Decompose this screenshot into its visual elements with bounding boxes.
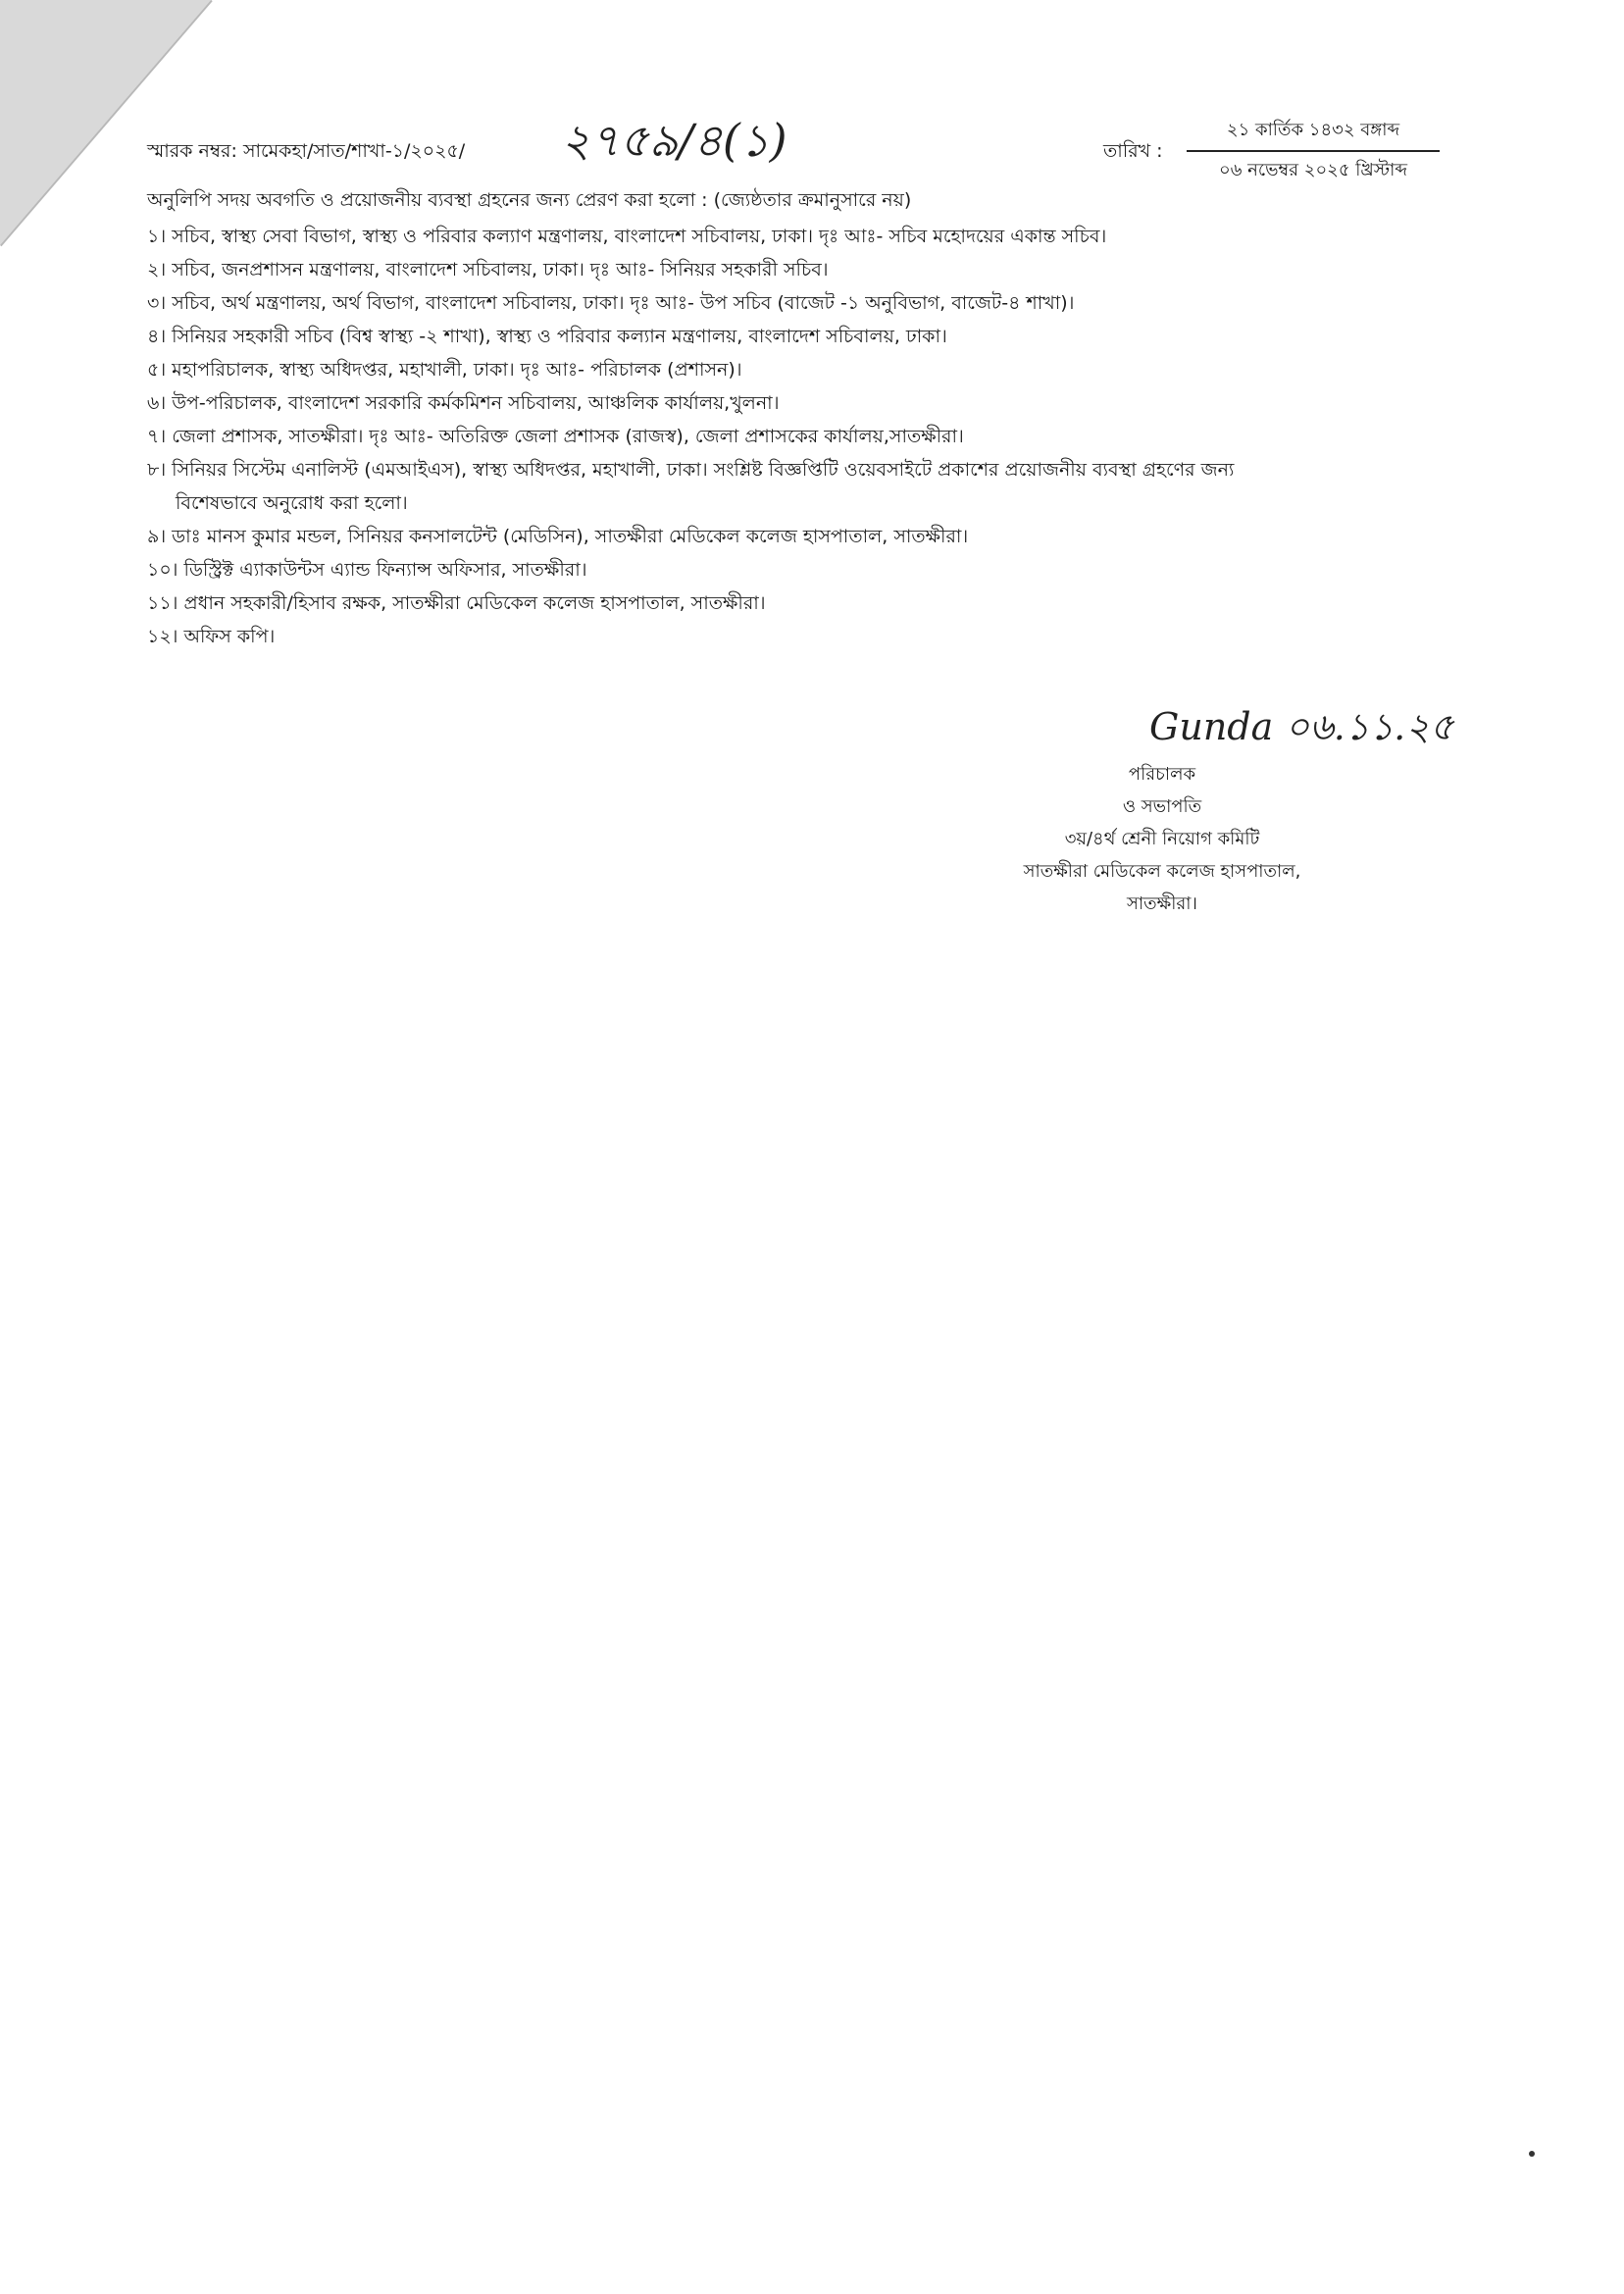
- date-bangla: ২১ কার্তিক ১৪৩২ বঙ্গাব্দ: [1226, 120, 1400, 140]
- list-item: ২। সচিব, জনপ্রশাসন মন্ত্রণালয়, বাংলাদেশ সচিবালয়, ঢাকা। দৃঃ আঃ- সিনিয়র সহকারী সচিব।: [147, 259, 829, 280]
- list-item: ৪। সিনিয়র সহকারী সচিব (বিশ্ব স্বাস্থ্য -২ শাখা), স্বাস্থ্য ও পরিবার কল্যান মন্ত্রণালয়, বাংলাদেশ সচিবালয়, ঢাকা।: [147, 326, 947, 347]
- handwritten-signature: Gunda ০৬.১১.২৫: [1149, 705, 1454, 748]
- copy-list: [147, 220, 1234, 653]
- list-item: ৭। জেলা প্রশাসক, সাতক্ষীরা। দৃঃ আঃ- অতিরিক্ত জেলা প্রশাসক (রাজস্ব), জেলা প্রশাসকের কার্যালয়,সাতক্ষীরা।: [147, 426, 964, 447]
- memo-number: স্মারক নম্বর: সামেকহা/সাত/শাখা-১/২০২৫/: [147, 140, 466, 162]
- signatory-role: ও সভাপতি: [1122, 796, 1202, 817]
- signatory-location: সাতক্ষীরা।: [1127, 893, 1197, 914]
- list-item: [147, 453, 1234, 520]
- list-item: ১১। প্রধান সহকারী/হিসাব রক্ষক, সাতক্ষীরা মেডিকেল কলেজ হাসপাতাল, সাতক্ষীরা।: [147, 592, 766, 614]
- list-item: ৫। মহাপরিচালক, স্বাস্থ্য অধিদপ্তর, মহাখালী, ঢাকা। দৃঃ আঃ- পরিচালক (প্রশাসন)।: [147, 359, 742, 381]
- signature-block: [981, 758, 1344, 920]
- list-item: ১০। ডিস্ট্রিক্ট এ্যাকাউন্টস এ্যান্ড ফিন্যান্স অফিসার, সাতক্ষীরা।: [147, 559, 587, 581]
- memo-number-handwritten: ২৭৫৯/৪(১): [561, 114, 787, 167]
- date-gregorian: ০৬ নভেম্বর ২০২৫ খ্রিস্টাব্দ: [1219, 160, 1407, 180]
- list-item-text: ৮। সিনিয়র সিস্টেম এনালিস্ট (এমআইএস), স্বাস্থ্য অধিদপ্তর, মহাখালী, ঢাকা। সংশ্লিষ্ট বিজ্ঞপ্তিটি ওয়েবসাইটে প্রকাশের প্রয়োজনীয় ব্যবস্থা গ্রহণের জন্য: [147, 459, 1235, 481]
- scan-speck: [1529, 2151, 1535, 2157]
- signatory-committee: ৩য়/৪র্থ শ্রেনী নিয়োগ কমিটি: [1064, 829, 1260, 849]
- list-item: ৯। ডাঃ মানস কুমার মন্ডল, সিনিয়র কনসালটেন্ট (মেডিসিন), সাতক্ষীরা মেডিকেল কলেজ হাসপাতাল, সাতক্ষীরা।: [147, 526, 969, 547]
- list-item: ৬। উপ-পরিচালক, বাংলাদেশ সরকারি কর্মকমিশন সচিবালয়, আঞ্চলিক কার্যালয়,খুলনা।: [147, 392, 780, 414]
- date-label: তারিখ :: [1103, 140, 1163, 162]
- list-item-continuation: বিশেষভাবে অনুরোধ করা হলো।: [176, 492, 408, 514]
- signatory-office: সাতক্ষীরা মেডিকেল কলেজ হাসপাতাল,: [1023, 861, 1301, 882]
- list-item: ৩। সচিব, অর্থ মন্ত্রণালয়, অর্থ বিভাগ, বাংলাদেশ সচিবালয়, ঢাকা। দৃঃ আঃ- উপ সচিব (বাজেট -১ অনুবিভাগ, বাজেট-৪ শাখা)।: [147, 292, 1075, 314]
- date-block: [1185, 116, 1442, 186]
- signatory-title: পরিচালক: [1128, 764, 1196, 785]
- list-item: ১২। অফিস কপি।: [147, 626, 276, 647]
- list-item: ১। সচিব, স্বাস্থ্য সেবা বিভাগ, স্বাস্থ্য ও পরিবার কল্যাণ মন্ত্রণালয়, বাংলাদেশ সচিবালয়, ঢাকা। দৃঃ আঃ- সচিব মহোদয়ের একান্ত সচিব।: [147, 226, 1107, 247]
- copy-intro: অনুলিপি সদয় অবগতি ও প্রয়োজনীয় ব্যবস্থা গ্রহনের জন্য প্রেরণ করা হলো : (জ্যেষ্ঠতার ক্রমানুসারে নয়): [147, 189, 912, 211]
